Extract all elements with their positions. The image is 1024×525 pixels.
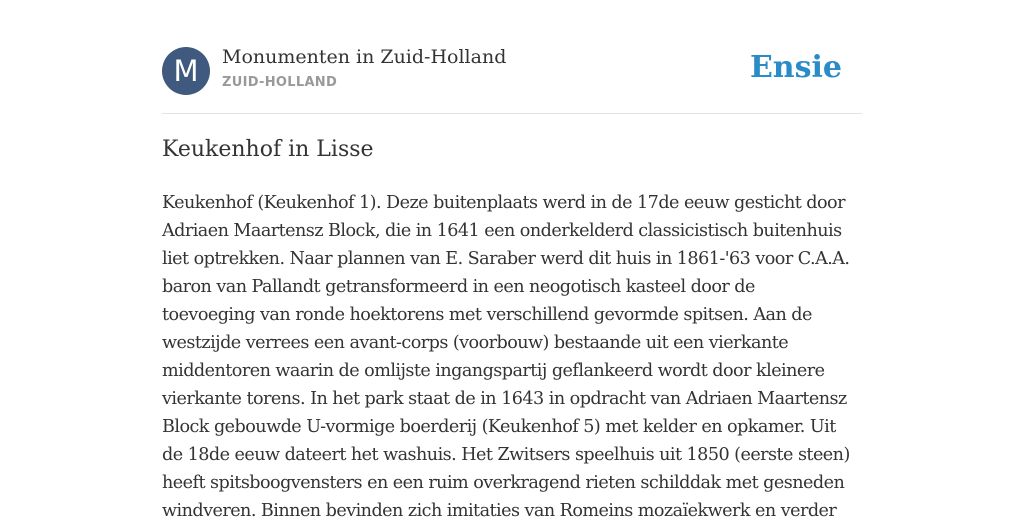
article-body <box>162 189 862 525</box>
article-line: Block gebouwde U-vormige boerderij (Keukenhof 5) met kelder en opkamer. Uit <box>162 417 836 437</box>
article-line: Keukenhof (Keukenhof 1). Deze buitenplaats werd in de 17de eeuw gesticht door <box>162 193 845 213</box>
article-line: heeft spitsboogvensters en een ruim overkragend rieten schilddak met gesneden <box>162 473 845 493</box>
source-subtitle: ZUID-HOLLAND <box>222 75 338 90</box>
article-line: de 18de eeuw dateert het washuis. Het Zwitsers speelhuis uit 1850 (eerste steen) <box>162 445 850 465</box>
source-title[interactable]: Monumenten in Zuid-Holland <box>222 46 507 68</box>
article-line: westzijde verrees een avant-corps (voorbouw) bestaande uit een vierkante <box>162 333 789 353</box>
article-line: middentoren waarin de omlijste ingangspartij geflankeerd wordt door kleinere <box>162 361 825 381</box>
header-divider <box>162 113 862 114</box>
article-line: windveren. Binnen bevinden zich imitaties van Romeins mozaïekwerk en verder <box>162 501 837 521</box>
article-title: Keukenhof in Lisse <box>162 137 374 162</box>
article-line: toevoeging van ronde hoektorens met verschillend gevormde spitsen. Aan de <box>162 305 812 325</box>
avatar[interactable]: M <box>162 47 210 95</box>
article-line: Adriaen Maartensz Block, die in 1641 een onderkelderd classicistisch buitenhuis <box>162 221 842 241</box>
article-line: baron van Pallandt getransformeerd in een neogotisch kasteel door de <box>162 277 755 297</box>
article-line: vierkante torens. In het park staat de in 1643 in opdracht van Adriaen Maartensz <box>162 389 847 409</box>
source-header <box>162 46 862 96</box>
article-line: liet optrekken. Naar plannen van E. Saraber werd dit huis in 1861-'63 voor C.A.A. <box>162 249 850 269</box>
ensie-logo[interactable]: Ensie <box>749 50 842 85</box>
